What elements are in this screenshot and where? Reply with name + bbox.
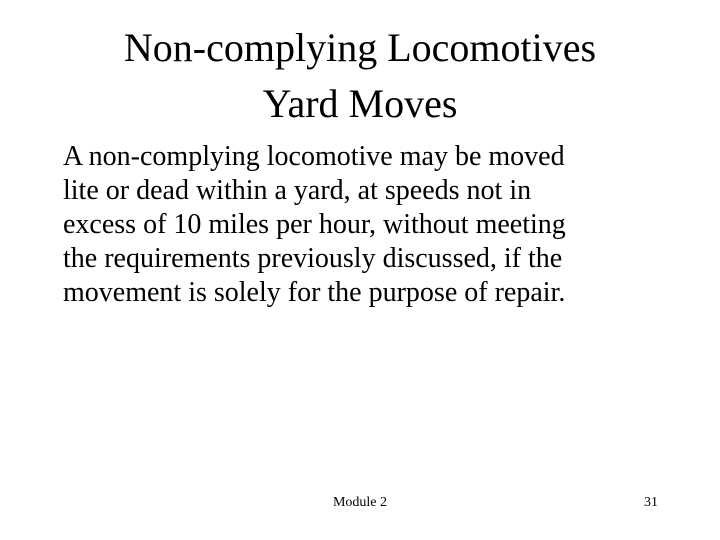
slide-title xyxy=(0,20,720,132)
page-number: 31 xyxy=(644,495,658,510)
body-line-1: A non-complying locomotive may be moved xyxy=(63,141,565,172)
title-line-1: Non-complying Locomotives xyxy=(123,25,597,70)
body-line-2: lite or dead within a yard, at speeds not in xyxy=(63,175,532,206)
body-line-5: movement is solely for the purpose of repair. xyxy=(63,277,566,308)
body-line-3: excess of 10 miles per hour, without meeting xyxy=(63,209,566,240)
slide-body xyxy=(63,140,683,310)
title-line-2: Yard Moves xyxy=(262,81,458,126)
footer-module-label: Module 2 xyxy=(332,495,388,510)
body-line-4: the requirements previously discussed, if the xyxy=(63,243,563,274)
